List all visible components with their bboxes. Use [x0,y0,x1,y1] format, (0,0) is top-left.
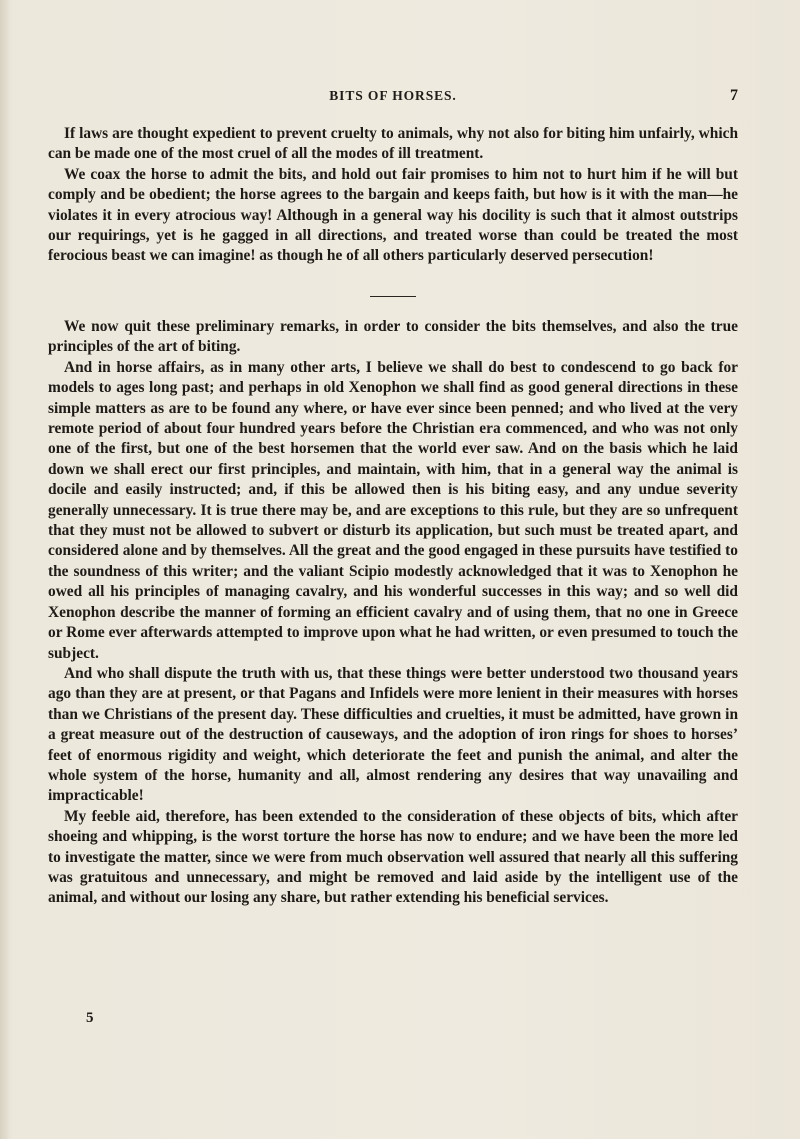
running-head: BITS OF HORSES. [329,88,457,103]
page-number: 7 [730,87,738,104]
paragraph: We now quit these preliminary remarks, in order to consider the bits themselves, and also the true principles of the art of biting. [48,318,738,356]
page-header [48,88,738,108]
paragraph: My feeble aid, therefore, has been extended to the consideration of these objects of bits, which after shoeing and whipping, is the worst torture the horse has now to endure; and we have been the more led to investigate the matter, since we were from much observation well assured that nearly all this suffering was gratuitous and unnecessary, and might be removed and laid aside by the intelligent use of the animal, and without our losing any share, but rather extending his beneficial services. [48,807,738,907]
page-edge-shadow [0,0,10,1139]
section-divider [370,296,416,297]
text-section-one [48,124,738,267]
signature-mark: 5 [86,1010,94,1026]
paragraph: If laws are thought expedient to prevent cruelty to animals, why not also for biting him unfairly, which can be made one of the most cruel of all the modes of ill treatment. [48,125,738,163]
paragraph: We coax the horse to admit the bits, and hold out fair promises to him not to hurt him if he will but comply and be obedient; the horse agrees to the bargain and keeps faith, but how is it with the man—he violates it in every atrocious way! Although in a general way his docility is such that it almost outstrips our requirings, yet is he gagged in all directions, and treated worse than could be treated the most ferocious beast we can imagine! as though he of all others particularly deserved persecution! [48,165,738,265]
paragraph: And in horse affairs, as in many other arts, I believe we shall do best to condescend to go back for models to ages long past; and perhaps in old Xenophon we shall find as good general directions in these simple matters as are to be found any where, or have ever since been penned; and who lived at the very remote period of about four hundred years before the Christian era commenced, and who was not only one of the first, but one of the best horsemen that the world ever saw. And on the basis which he laid down we shall erect our first principles, and maintain, with him, that in a general way the animal is docile and easily instructed; and, if this be allowed then is his biting easy, and any undue severity generally unnecessary. It is true there may be, and are exceptions to this rule, but they are so unfrequent that they must not be allowed to subvert or disturb its application, but such must be treated apart, and considered alone and by themselves. All the great and the good engaged in these pursuits have testified to the soundness of this writer; and the valiant Scipio modestly acknowledged that it was to Xenophon he owed all his principles of managing cavalry, and his wonderful successes in this way; and so well did Xenophon describe the manner of forming an efficient cavalry and of using them, that no one in Greece or Rome ever afterwards attempted to improve upon what he had written, or even presumed to touch the subject. [48,358,738,662]
text-section-two [48,317,738,909]
paragraph: And who shall dispute the truth with us, that these things were better understood two thousand years ago than they are at present, or that Pagans and Infidels were more lenient in their measures with horses than we Christians of the present day. These difficulties and cruelties, it must be admitted, have grown in a great measure out of the destruction of causeways, and the adoption of iron rings for shoes to horses’ feet of enormous rigidity and weight, which deteriorate the feet and punish the animal, and alter the whole system of the horse, humanity and all, almost rendering any desires that way unavailing and impracticable! [48,664,738,805]
